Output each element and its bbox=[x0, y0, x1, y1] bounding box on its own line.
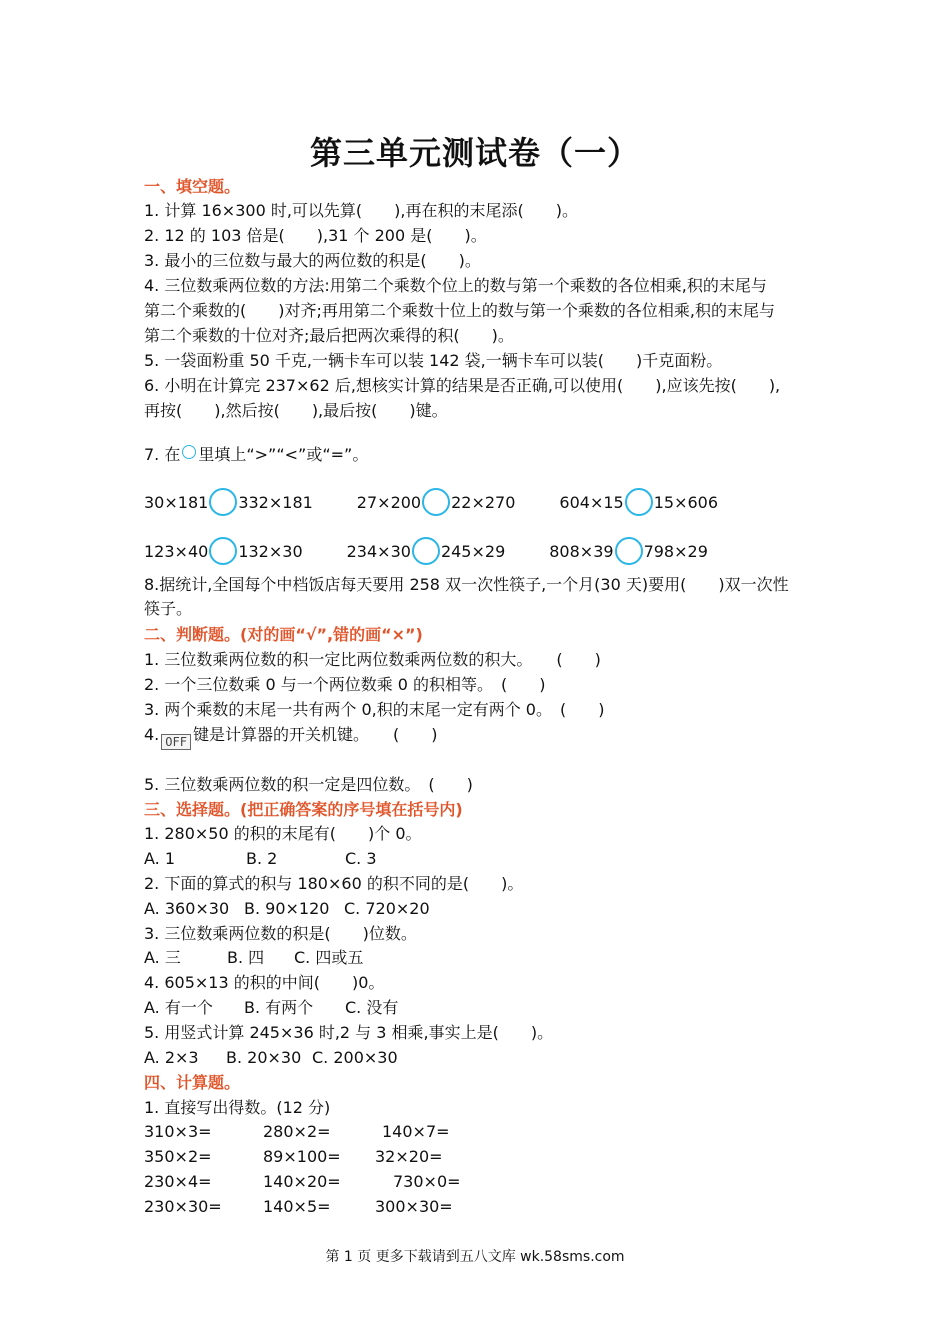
choice-q5-options bbox=[144, 1047, 398, 1069]
option-b: B. 2 bbox=[246, 849, 278, 868]
section-choice-heading: 三、选择题。(把正确答案的序号填在括号内) bbox=[144, 800, 463, 819]
calc-item: 280×2= bbox=[263, 1122, 331, 1141]
judge-q4-suffix: 键是计算器的开关机键。 ( ) bbox=[192, 725, 438, 744]
calc-item: 32×20= bbox=[375, 1147, 443, 1166]
compare-left: 234×30 bbox=[346, 541, 411, 561]
calc-item: 89×100= bbox=[263, 1147, 341, 1166]
judge-q2: 2. 一个三位数乘 0 与一个两位数乘 0 的积相等。 ( ) bbox=[144, 675, 546, 694]
calc-item: 230×30= bbox=[144, 1197, 222, 1216]
answer-circle[interactable] bbox=[625, 488, 653, 516]
fill-q7-prefix: 7. 在 bbox=[144, 445, 181, 464]
fill-q8-line2: 筷子。 bbox=[144, 599, 193, 618]
fill-q7-suffix: 里填上“>”“<”或“=”。 bbox=[198, 445, 369, 464]
option-a: A. 1 bbox=[144, 849, 176, 868]
fill-q5: 5. 一袋面粉重 50 千克,一辆卡车可以装 142 袋,一辆卡车可以装( )千克面粉。 bbox=[144, 351, 723, 370]
compare-right: 798×29 bbox=[643, 541, 708, 561]
section-judge-heading: 二、判断题。(对的画“√”,错的画“×”) bbox=[144, 625, 423, 644]
calc-item: 300×30= bbox=[375, 1197, 453, 1216]
calc-item: 140×20= bbox=[263, 1172, 341, 1191]
compare-right: 15×606 bbox=[653, 492, 719, 512]
judge-q4 bbox=[144, 724, 438, 749]
option-a: A. 有一个 bbox=[144, 998, 213, 1017]
page-footer: 第 1 页 更多下载请到五八文库 wk.58sms.com bbox=[325, 1249, 625, 1265]
compare-row bbox=[144, 488, 762, 516]
choice-q1: 1. 280×50 的积的末尾有( )个 0。 bbox=[144, 824, 422, 843]
calc-item: 140×7= bbox=[382, 1122, 450, 1141]
option-c: C. 720×20 bbox=[344, 899, 430, 918]
calc-row bbox=[144, 1172, 461, 1191]
option-c: C. 200×30 bbox=[312, 1048, 398, 1067]
choice-q5: 5. 用竖式计算 245×36 时,2 与 3 相乘,事实上是( )。 bbox=[144, 1023, 554, 1042]
fill-q6-line2: 再按( ),然后按( ),最后按( )键。 bbox=[144, 401, 448, 420]
compare-right: 245×29 bbox=[440, 541, 506, 561]
option-b: B. 四 bbox=[227, 948, 265, 967]
choice-q3-options bbox=[144, 947, 363, 969]
calc-item: 730×0= bbox=[393, 1172, 461, 1191]
calc-row bbox=[144, 1197, 453, 1216]
judge-q3: 3. 两个乘数的末尾一共有两个 0,积的末尾一定有两个 0。 ( ) bbox=[144, 700, 605, 719]
option-c: C. 3 bbox=[345, 849, 377, 868]
option-c: C. 四或五 bbox=[294, 948, 364, 967]
circle-icon bbox=[182, 445, 196, 459]
fill-q7 bbox=[144, 444, 368, 466]
page-title: 第三单元测试卷（一） bbox=[309, 134, 640, 172]
compare-left: 123×40 bbox=[144, 541, 209, 561]
choice-q2-options bbox=[144, 898, 430, 920]
option-b: B. 有两个 bbox=[244, 998, 314, 1017]
fill-q4-line3: 第二个乘数的十位对齐;最后把两次乘得的积( )。 bbox=[144, 326, 514, 345]
option-c: C. 没有 bbox=[345, 998, 399, 1017]
fill-q8-line1: 8.据统计,全国每个中档饭店每天要用 258 双一次性筷子,一个月(30 天)要用( )双一次性 bbox=[144, 575, 789, 594]
judge-q4-prefix: 4. bbox=[144, 725, 160, 744]
option-a: A. 三 bbox=[144, 948, 181, 967]
calc-row bbox=[144, 1147, 443, 1166]
calc-row bbox=[144, 1122, 450, 1141]
compare-left: 27×200 bbox=[356, 492, 422, 512]
compare-right: 332×181 bbox=[238, 492, 313, 512]
calc-item: 350×2= bbox=[144, 1147, 212, 1166]
compare-item bbox=[549, 537, 708, 565]
calc-item: 310×3= bbox=[144, 1122, 212, 1141]
option-a: A. 360×30 bbox=[144, 899, 230, 918]
answer-circle[interactable] bbox=[209, 488, 237, 516]
answer-circle[interactable] bbox=[412, 537, 440, 565]
compare-item bbox=[559, 488, 718, 516]
off-key-icon: OFF bbox=[161, 734, 191, 750]
fill-q1: 1. 计算 16×300 时,可以先算( ),再在积的末尾添( )。 bbox=[144, 201, 578, 220]
compare-right: 22×270 bbox=[451, 492, 516, 512]
compare-item bbox=[347, 537, 506, 565]
compare-item bbox=[357, 488, 516, 516]
compare-left: 30×181 bbox=[144, 492, 209, 512]
calc-q1: 1. 直接写出得数。(12 分) bbox=[144, 1098, 331, 1117]
calc-item: 140×5= bbox=[263, 1197, 331, 1216]
compare-item bbox=[144, 537, 303, 565]
choice-q1-options bbox=[144, 848, 377, 870]
option-b: B. 90×120 bbox=[244, 899, 330, 918]
calc-item: 230×4= bbox=[144, 1172, 212, 1191]
choice-q4: 4. 605×13 的积的中间( )0。 bbox=[144, 973, 385, 992]
compare-left: 808×39 bbox=[549, 541, 614, 561]
choice-q3: 3. 三位数乘两位数的积是( )位数。 bbox=[144, 924, 417, 943]
section-fill-heading: 一、填空题。 bbox=[144, 177, 241, 196]
choice-q2: 2. 下面的算式的积与 180×60 的积不同的是( )。 bbox=[144, 874, 524, 893]
fill-q6-line1: 6. 小明在计算完 237×62 后,想核实计算的结果是否正确,可以使用( ),应该先按( ), bbox=[144, 376, 781, 395]
section-calc-heading: 四、计算题。 bbox=[144, 1073, 241, 1092]
option-a: A. 2×3 bbox=[144, 1048, 199, 1067]
judge-q5: 5. 三位数乘两位数的积一定是四位数。 ( ) bbox=[144, 775, 473, 794]
answer-circle[interactable] bbox=[209, 537, 237, 565]
fill-q3: 3. 最小的三位数与最大的两位数的积是( )。 bbox=[144, 251, 481, 270]
compare-row bbox=[144, 537, 752, 565]
compare-left: 604×15 bbox=[559, 492, 624, 512]
compare-item bbox=[144, 488, 313, 516]
fill-q4-line1: 4. 三位数乘两位数的方法:用第二个乘数个位上的数与第一个乘数的各位相乘,积的末尾与 bbox=[144, 276, 767, 295]
choice-q4-options bbox=[144, 997, 398, 1019]
answer-circle[interactable] bbox=[615, 537, 643, 565]
option-b: B. 20×30 bbox=[226, 1048, 302, 1067]
fill-q2: 2. 12 的 103 倍是( ),31 个 200 是( )。 bbox=[144, 226, 487, 245]
compare-right: 132×30 bbox=[238, 541, 303, 561]
answer-circle[interactable] bbox=[422, 488, 450, 516]
fill-q4-line2: 第二个乘数的( )对齐;再用第二个乘数十位上的数与第一个乘数的各位相乘,积的末尾与 bbox=[144, 301, 775, 320]
judge-q1: 1. 三位数乘两位数的积一定比两位数乘两位数的积大。 ( ) bbox=[144, 650, 601, 669]
